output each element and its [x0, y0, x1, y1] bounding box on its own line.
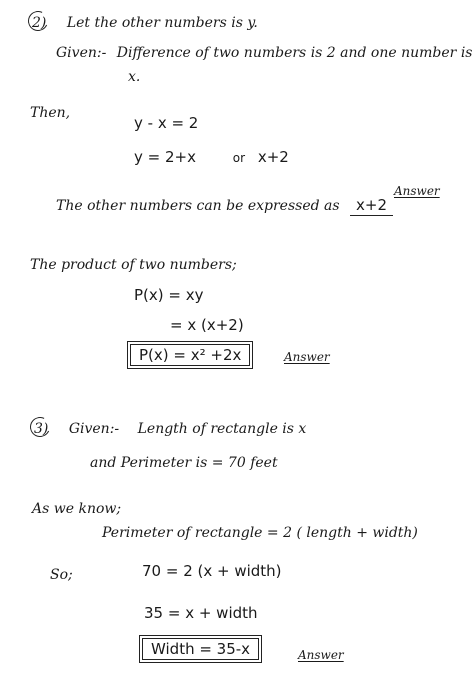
equation-2b: x+2: [257, 148, 289, 166]
question-2-header: [32, 14, 258, 32]
equation-2: [134, 148, 289, 167]
q3-step-2: 35 = x + width: [144, 604, 258, 622]
product-final-boxed: P(x) = x² +2x: [130, 344, 250, 366]
product-heading: The product of two numbers;: [30, 257, 237, 273]
answer-label-1: Answer: [394, 184, 440, 198]
expressed-value: x+2: [350, 196, 393, 216]
equation-or: or: [232, 151, 246, 165]
question-2-number: 2): [32, 15, 47, 31]
then-label: Then,: [30, 105, 71, 121]
given-line: [56, 44, 472, 62]
q3-and-line: and Perimeter is = 70 feet: [90, 455, 278, 471]
product-step-1: P(x) = xy: [134, 286, 204, 304]
equation-1: y - x = 2: [134, 114, 199, 132]
expressed-line: [56, 196, 393, 215]
perimeter-formula: Perimeter of rectangle = 2 ( length + width): [102, 525, 418, 541]
so-label: So;: [50, 567, 73, 583]
question-3-header: [34, 420, 306, 438]
answer-label-2: Answer: [284, 350, 330, 364]
equation-2a: y = 2+x: [134, 148, 196, 166]
given-text: Difference of two numbers is 2 and one number is: [116, 45, 473, 61]
product-step-2: = x (x+2): [170, 316, 244, 334]
q3-final-boxed: Width = 35-x: [142, 638, 259, 660]
q3-given-text: Length of rectangle is x: [137, 421, 307, 437]
question-3-number: 3): [34, 421, 49, 437]
answer-label-3: Answer: [298, 648, 344, 662]
let-statement: Let the other numbers is y.: [66, 15, 258, 31]
expressed-text: The other numbers can be expressed as: [56, 198, 340, 214]
q3-given-label: Given:-: [68, 421, 120, 437]
q3-step-1: 70 = 2 (x + width): [142, 562, 282, 580]
given-continuation: x.: [128, 69, 141, 85]
as-we-know: As we know;: [32, 501, 122, 517]
given-label: Given:-: [56, 45, 107, 61]
